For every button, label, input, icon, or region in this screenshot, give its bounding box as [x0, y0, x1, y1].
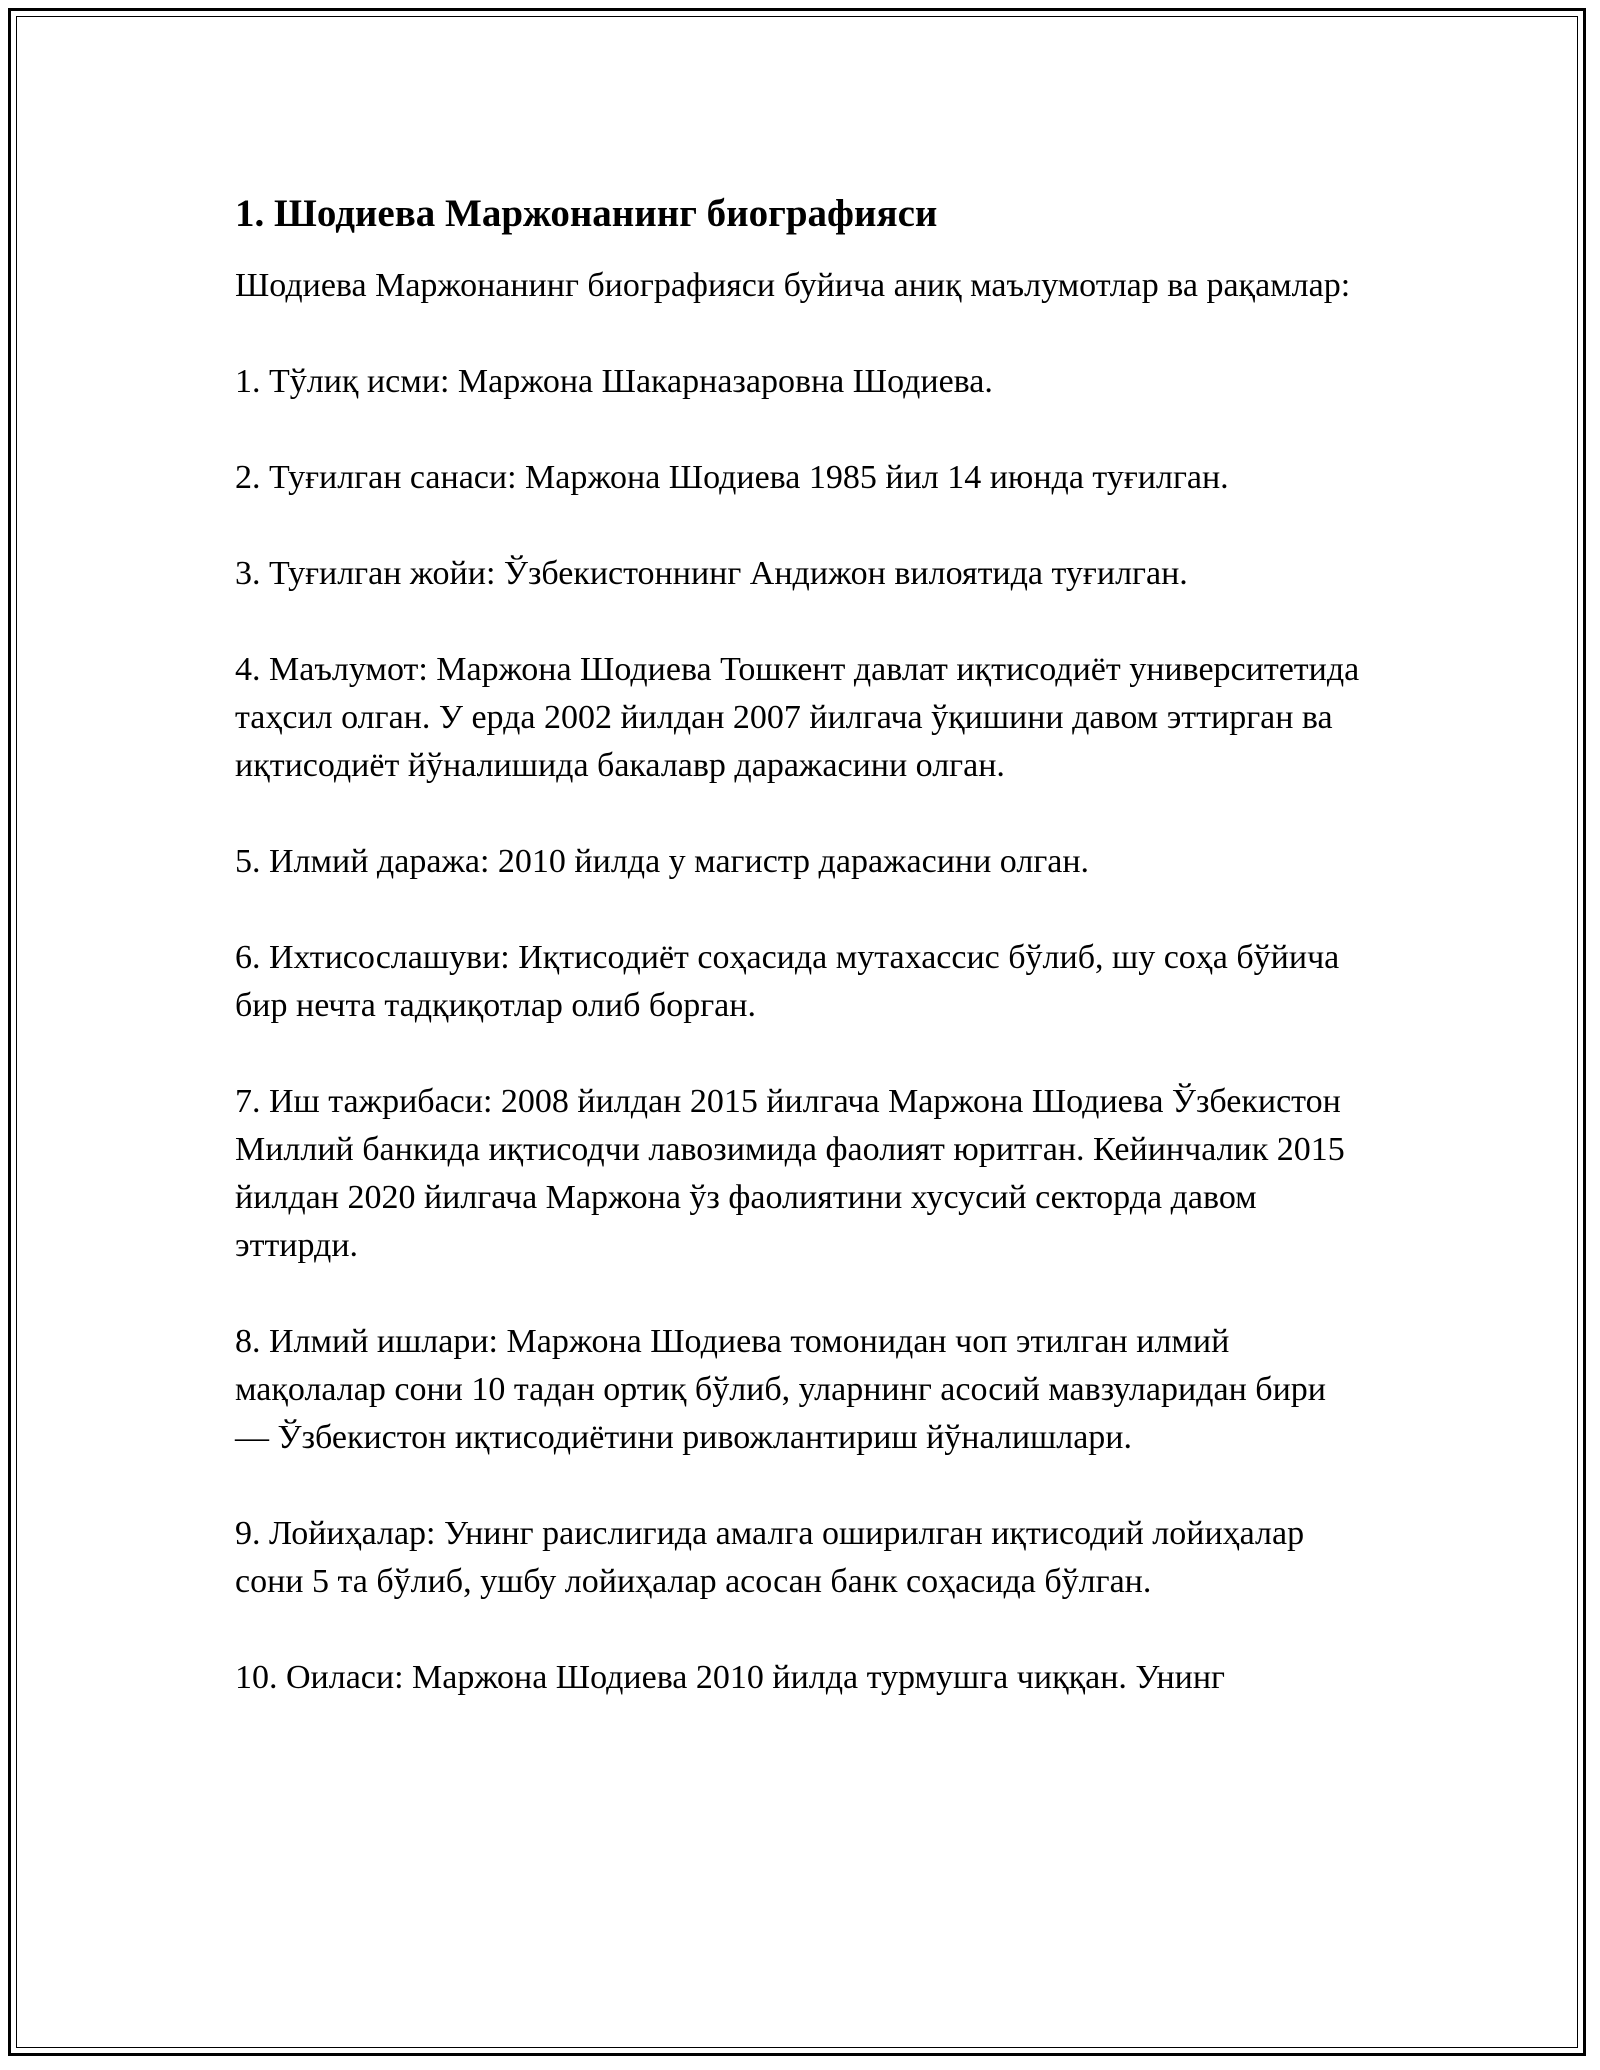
document-title: 1. Шодиева Маржонанинг биографияси [235, 192, 938, 235]
intro-paragraph: Шодиева Маржонанинг биографияси буйича аниқ маълумотлар ва рақамлар: [235, 267, 1351, 304]
list-item-2: 2. Туғилган санаси: Маржона Шодиева 1985 йил 14 июнда туғилган. [235, 459, 1229, 496]
list-item-10: 10. Оиласи: Маржона Шодиева 2010 йилда турмушга чиққан. Унинг [235, 1659, 1226, 1696]
list-item-9: 9. Лойиҳалар: Унинг раислигида амалга оширилган иқтисодий лойиҳалар сони 5 та бўлиб, ушбу лойиҳалар асосан банк соҳасида бўлган. [235, 1515, 1305, 1600]
list-item-3: 3. Туғилган жойи: Ўзбекистоннинг Андижон вилоятида туғилган. [235, 555, 1188, 592]
list-item-7: 7. Иш тажрибаси: 2008 йилдан 2015 йилгача Маржона Шодиева Ўзбекистон Миллий банкида иқтисодчи лавозимида фаолият юритган. Кейинчалик 2015 йилдан 2020 йилгача Маржона ўз фаолиятини хусусий секторда давом эттирди. [235, 1083, 1345, 1264]
list-item-1: 1. Тўлиқ исми: Маржона Шакарназаровна Шодиева. [235, 363, 993, 400]
list-item-8: 8. Илмий ишлари: Маржона Шодиева томонидан чоп этилган илмий мақолалар сони 10 тадан ортиқ бўлиб, уларнинг асосий мавзуларидан бири — Ўзбекистон иқтисодиётини ривожлантириш йўналишлари. [235, 1323, 1326, 1456]
list-item-5: 5. Илмий даража: 2010 йилда у магистр даражасини олган. [235, 843, 1090, 880]
list-item-4: 4. Маълумот: Маржона Шодиева Тошкент давлат иқтисодиёт университетида таҳсил олган. У ерда 2002 йилдан 2007 йилгача ўқишини давом эттирган ва иқтисодиёт йўналишида бакалавр даражасини олган. [235, 651, 1360, 784]
document-body [235, 188, 1365, 1750]
list-item-6: 6. Ихтисослашуви: Иқтисодиёт соҳасида мутахассис бўлиб, шу соҳа бўйича бир нечта тадқиқотлар олиб борган. [235, 939, 1340, 1024]
